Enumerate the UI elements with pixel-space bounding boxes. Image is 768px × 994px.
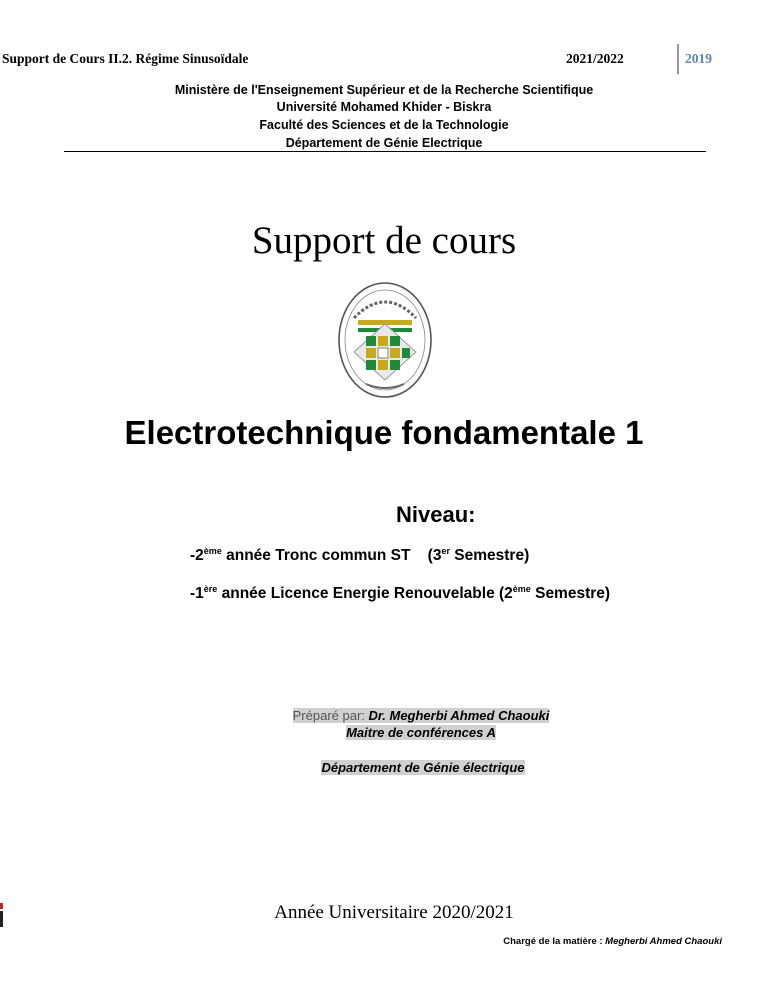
author-rank: Maitre de conférences A (346, 725, 496, 740)
university-seal-icon (336, 280, 434, 400)
faculty-name: Faculté des Sciences et de la Technologie (259, 118, 509, 132)
edge-mark (0, 903, 3, 927)
header-divider (677, 44, 679, 74)
prepared-by (0, 708, 768, 724)
level-line-1: -2ème année Tronc commun ST (3er Semestre) (190, 546, 530, 565)
header-academic-year: 2021/2022 (566, 51, 624, 66)
level-heading: Niveau: (396, 502, 476, 527)
document-type-title: Support de cours (251, 219, 517, 262)
header-year-badge: 2019 (685, 51, 712, 66)
academic-year-label: Année Universitaire 2020/2021 (274, 902, 514, 923)
footer-charge: Chargé de la matière : Megherbi Ahmed Chaouki (503, 936, 722, 947)
department-name: Département de Génie Electrique (285, 136, 483, 150)
author-name: Dr. Megherbi Ahmed Chaouki (368, 708, 550, 723)
university-logo (336, 280, 434, 400)
header-rule (64, 151, 706, 152)
course-title: Electrotechnique fondamentale 1 (124, 414, 644, 451)
ministry-name: Ministère de l'Enseignement Supérieur et de la Recherche Scientifique (174, 83, 594, 97)
header-course-ref: Support de Cours II.2. Régime Sinusoïdale (2, 51, 249, 66)
author-department: Département de Génie électrique (321, 760, 525, 775)
prepared-by-label: Préparé par: (292, 708, 365, 723)
level-line-2: -1ère année Licence Energie Renouvelable (2ème Semestre) (190, 584, 611, 603)
university-name: Université Mohamed Khider - Biskra (276, 100, 492, 114)
